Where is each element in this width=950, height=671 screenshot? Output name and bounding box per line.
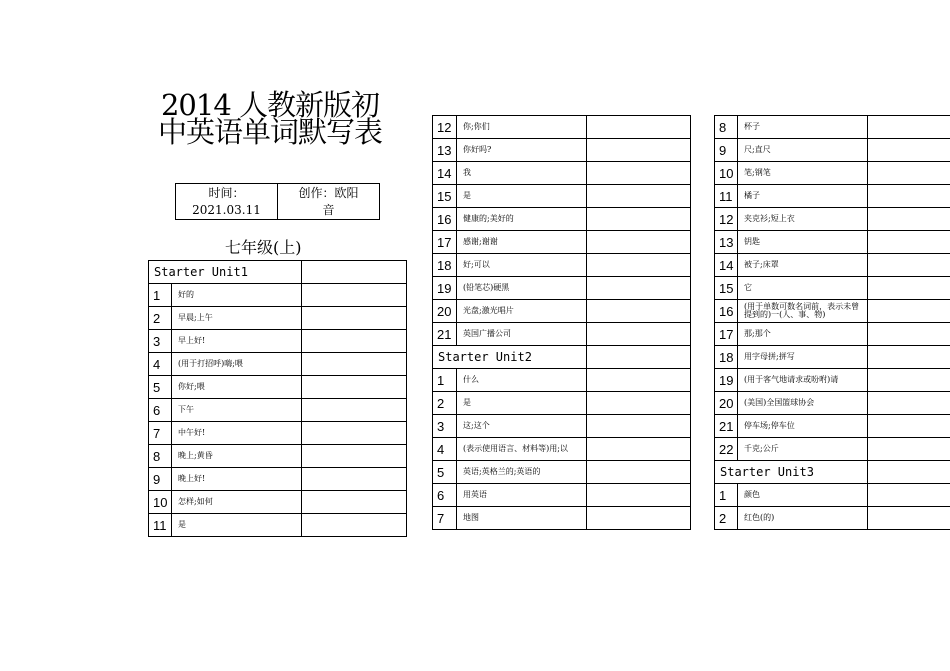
- chinese-meaning: 地图: [457, 507, 587, 530]
- chinese-meaning: 中午好!: [172, 422, 302, 445]
- vocab-row: [433, 323, 691, 346]
- time-label: 时间：: [208, 186, 245, 200]
- unit-title: Starter Unit1: [149, 261, 302, 284]
- title-line-2: 中英语单词默写表: [157, 115, 382, 149]
- row-number: 14: [433, 162, 457, 185]
- vocab-row: [715, 484, 950, 507]
- answer-blank: [868, 300, 950, 323]
- vocab-row: [715, 162, 950, 185]
- row-number: 7: [149, 422, 172, 445]
- chinese-meaning: 光盘;激光唱片: [457, 300, 587, 323]
- answer-blank: [587, 231, 691, 254]
- row-number: 7: [433, 507, 457, 530]
- answer-blank: [302, 445, 407, 468]
- chinese-meaning: (用于客气地请求或吩咐)请: [738, 369, 868, 392]
- chinese-meaning: 早上好!: [172, 330, 302, 353]
- chinese-meaning: 笔;钢笔: [738, 162, 868, 185]
- unit-header-blank: [868, 461, 950, 484]
- vocab-row: [715, 507, 950, 530]
- chinese-meaning: 被子;床罩: [738, 254, 868, 277]
- row-number: 16: [715, 300, 738, 323]
- chinese-meaning: 那;那个: [738, 323, 868, 346]
- row-number: 17: [715, 323, 738, 346]
- row-number: 2: [433, 392, 457, 415]
- vocab-row: [715, 300, 950, 323]
- answer-blank: [868, 507, 950, 530]
- answer-blank: [868, 116, 950, 139]
- answer-blank: [868, 392, 950, 415]
- answer-blank: [302, 307, 407, 330]
- chinese-meaning: 你好吗?: [457, 139, 587, 162]
- row-number: 1: [433, 369, 457, 392]
- chinese-meaning: (用于打招呼)嗨;喂: [172, 353, 302, 376]
- row-number: 21: [433, 323, 457, 346]
- vocab-row: [715, 392, 950, 415]
- vocab-row: [433, 461, 691, 484]
- vocab-row: [433, 208, 691, 231]
- vocab-row: [715, 139, 950, 162]
- vocab-row: [715, 185, 950, 208]
- vocab-row: [433, 300, 691, 323]
- unit-header-blank: [587, 346, 691, 369]
- answer-blank: [587, 300, 691, 323]
- vocab-row: [149, 491, 407, 514]
- row-number: 6: [149, 399, 172, 422]
- time-cell: [176, 184, 277, 219]
- chinese-meaning: 感谢;谢谢: [457, 231, 587, 254]
- vocab-row: [149, 422, 407, 445]
- chinese-meaning: 早晨;上午: [172, 307, 302, 330]
- row-number: 11: [149, 514, 172, 537]
- vocab-row: [715, 208, 950, 231]
- title-line-1: 2014 人教新版初: [160, 88, 380, 122]
- chinese-meaning: 我: [457, 162, 587, 185]
- answer-blank: [302, 514, 407, 537]
- chinese-meaning: (铅笔芯)硬黑: [457, 277, 587, 300]
- row-number: 18: [433, 254, 457, 277]
- answer-blank: [587, 139, 691, 162]
- row-number: 5: [149, 376, 172, 399]
- row-number: 13: [433, 139, 457, 162]
- row-number: 18: [715, 346, 738, 369]
- answer-blank: [587, 507, 691, 530]
- row-number: 10: [149, 491, 172, 514]
- chinese-meaning: 好的: [172, 284, 302, 307]
- vocab-row: [149, 399, 407, 422]
- row-number: 12: [715, 208, 738, 231]
- answer-blank: [587, 369, 691, 392]
- answer-blank: [587, 323, 691, 346]
- answer-blank: [302, 353, 407, 376]
- vocab-row: [149, 284, 407, 307]
- vocab-row: [149, 330, 407, 353]
- answer-blank: [302, 284, 407, 307]
- row-number: 5: [433, 461, 457, 484]
- chinese-meaning: 杯子: [738, 116, 868, 139]
- vocab-row: [433, 415, 691, 438]
- answer-blank: [868, 369, 950, 392]
- time-value: 2021.03.11: [192, 203, 261, 217]
- vocab-table-2: [432, 115, 691, 530]
- answer-blank: [302, 376, 407, 399]
- unit-title: Starter Unit2: [433, 346, 587, 369]
- row-number: 9: [149, 468, 172, 491]
- row-number: 4: [433, 438, 457, 461]
- vocab-row: [433, 254, 691, 277]
- chinese-meaning: (表示使用语言、材料等)用;以: [457, 438, 587, 461]
- meta-box: [175, 183, 380, 220]
- answer-blank: [868, 231, 950, 254]
- row-number: 15: [715, 277, 738, 300]
- chinese-meaning: 好;可以: [457, 254, 587, 277]
- unit-header-row: [715, 461, 950, 484]
- chinese-meaning: 是: [457, 392, 587, 415]
- vocab-row: [433, 484, 691, 507]
- answer-blank: [587, 415, 691, 438]
- vocab-row: [715, 254, 950, 277]
- row-number: 16: [433, 208, 457, 231]
- answer-blank: [587, 484, 691, 507]
- chinese-meaning: 你;你们: [457, 116, 587, 139]
- row-number: 13: [715, 231, 738, 254]
- chinese-meaning: (美国)全国篮球协会: [738, 392, 868, 415]
- row-number: 1: [715, 484, 738, 507]
- chinese-meaning: (用于单数可数名词前，表示未曾提到的)一(人、事、物): [738, 300, 868, 323]
- answer-blank: [302, 491, 407, 514]
- vocab-row: [715, 438, 950, 461]
- vocab-row: [433, 507, 691, 530]
- grade-heading: 七年级(上): [225, 238, 302, 257]
- answer-blank: [868, 346, 950, 369]
- row-number: 11: [715, 185, 738, 208]
- answer-blank: [587, 185, 691, 208]
- answer-blank: [302, 468, 407, 491]
- answer-blank: [302, 422, 407, 445]
- row-number: 19: [715, 369, 738, 392]
- vocab-row: [433, 139, 691, 162]
- vocab-row: [715, 277, 950, 300]
- chinese-meaning: 是: [457, 185, 587, 208]
- answer-blank: [587, 438, 691, 461]
- row-number: 2: [715, 507, 738, 530]
- row-number: 22: [715, 438, 738, 461]
- answer-blank: [868, 185, 950, 208]
- unit-header-row: [149, 261, 407, 284]
- vocab-row: [715, 369, 950, 392]
- chinese-meaning: 英语;英格兰的;英语的: [457, 461, 587, 484]
- vocab-row: [433, 438, 691, 461]
- row-number: 6: [433, 484, 457, 507]
- vocab-row: [433, 277, 691, 300]
- unit-title: Starter Unit3: [715, 461, 868, 484]
- answer-blank: [587, 162, 691, 185]
- row-number: 1: [149, 284, 172, 307]
- vocab-row: [433, 185, 691, 208]
- chinese-meaning: 晚上好!: [172, 468, 302, 491]
- row-number: 3: [149, 330, 172, 353]
- chinese-meaning: 尺;直尺: [738, 139, 868, 162]
- chinese-meaning: 用字母拼;拼写: [738, 346, 868, 369]
- answer-blank: [868, 415, 950, 438]
- vocab-row: [715, 415, 950, 438]
- vocab-row: [433, 369, 691, 392]
- answer-blank: [868, 139, 950, 162]
- unit-header-row: [433, 346, 691, 369]
- vocab-row: [149, 353, 407, 376]
- row-number: 8: [149, 445, 172, 468]
- chinese-meaning: 用英语: [457, 484, 587, 507]
- vocab-row: [433, 231, 691, 254]
- row-number: 2: [149, 307, 172, 330]
- row-number: 19: [433, 277, 457, 300]
- vocab-row: [149, 376, 407, 399]
- vocab-row: [715, 116, 950, 139]
- answer-blank: [302, 330, 407, 353]
- row-number: 12: [433, 116, 457, 139]
- row-number: 4: [149, 353, 172, 376]
- unit-header-blank: [302, 261, 407, 284]
- row-number: 17: [433, 231, 457, 254]
- chinese-meaning: 英国广播公司: [457, 323, 587, 346]
- answer-blank: [868, 208, 950, 231]
- row-number: 15: [433, 185, 457, 208]
- chinese-meaning: 橘子: [738, 185, 868, 208]
- answer-blank: [587, 461, 691, 484]
- vocab-row: [149, 445, 407, 468]
- chinese-meaning: 怎样;如何: [172, 491, 302, 514]
- answer-blank: [868, 484, 950, 507]
- vocab-row: [149, 307, 407, 330]
- author-cell: [277, 184, 379, 219]
- row-number: 8: [715, 116, 738, 139]
- answer-blank: [302, 399, 407, 422]
- row-number: 3: [433, 415, 457, 438]
- document-title: [140, 88, 400, 149]
- vocab-row: [149, 468, 407, 491]
- chinese-meaning: 红色(的): [738, 507, 868, 530]
- row-number: 21: [715, 415, 738, 438]
- vocab-row: [715, 323, 950, 346]
- answer-blank: [868, 438, 950, 461]
- vocab-row: [149, 514, 407, 537]
- vocab-table-1: [148, 260, 407, 537]
- author-value: 音: [322, 203, 335, 217]
- vocab-table-3: [714, 115, 950, 530]
- vocab-row: [433, 162, 691, 185]
- answer-blank: [868, 254, 950, 277]
- chinese-meaning: 停车场;停车位: [738, 415, 868, 438]
- chinese-meaning: 颜色: [738, 484, 868, 507]
- answer-blank: [868, 277, 950, 300]
- row-number: 20: [715, 392, 738, 415]
- answer-blank: [587, 392, 691, 415]
- vocab-row: [433, 392, 691, 415]
- row-number: 20: [433, 300, 457, 323]
- author-label: 创作：欧阳: [298, 186, 359, 200]
- chinese-meaning: 是: [172, 514, 302, 537]
- chinese-meaning: 下午: [172, 399, 302, 422]
- row-number: 10: [715, 162, 738, 185]
- row-number: 9: [715, 139, 738, 162]
- chinese-meaning: 这;这个: [457, 415, 587, 438]
- chinese-meaning: 你好;喂: [172, 376, 302, 399]
- chinese-meaning: 它: [738, 277, 868, 300]
- answer-blank: [587, 277, 691, 300]
- answer-blank: [868, 162, 950, 185]
- vocab-row: [715, 346, 950, 369]
- chinese-meaning: 什么: [457, 369, 587, 392]
- vocab-row: [715, 231, 950, 254]
- vocab-row: [433, 116, 691, 139]
- chinese-meaning: 夹克衫;短上衣: [738, 208, 868, 231]
- row-number: 14: [715, 254, 738, 277]
- answer-blank: [868, 323, 950, 346]
- chinese-meaning: 千克;公斤: [738, 438, 868, 461]
- answer-blank: [587, 116, 691, 139]
- chinese-meaning: 健康的;美好的: [457, 208, 587, 231]
- chinese-meaning: 钥匙: [738, 231, 868, 254]
- answer-blank: [587, 208, 691, 231]
- chinese-meaning: 晚上;黄昏: [172, 445, 302, 468]
- answer-blank: [587, 254, 691, 277]
